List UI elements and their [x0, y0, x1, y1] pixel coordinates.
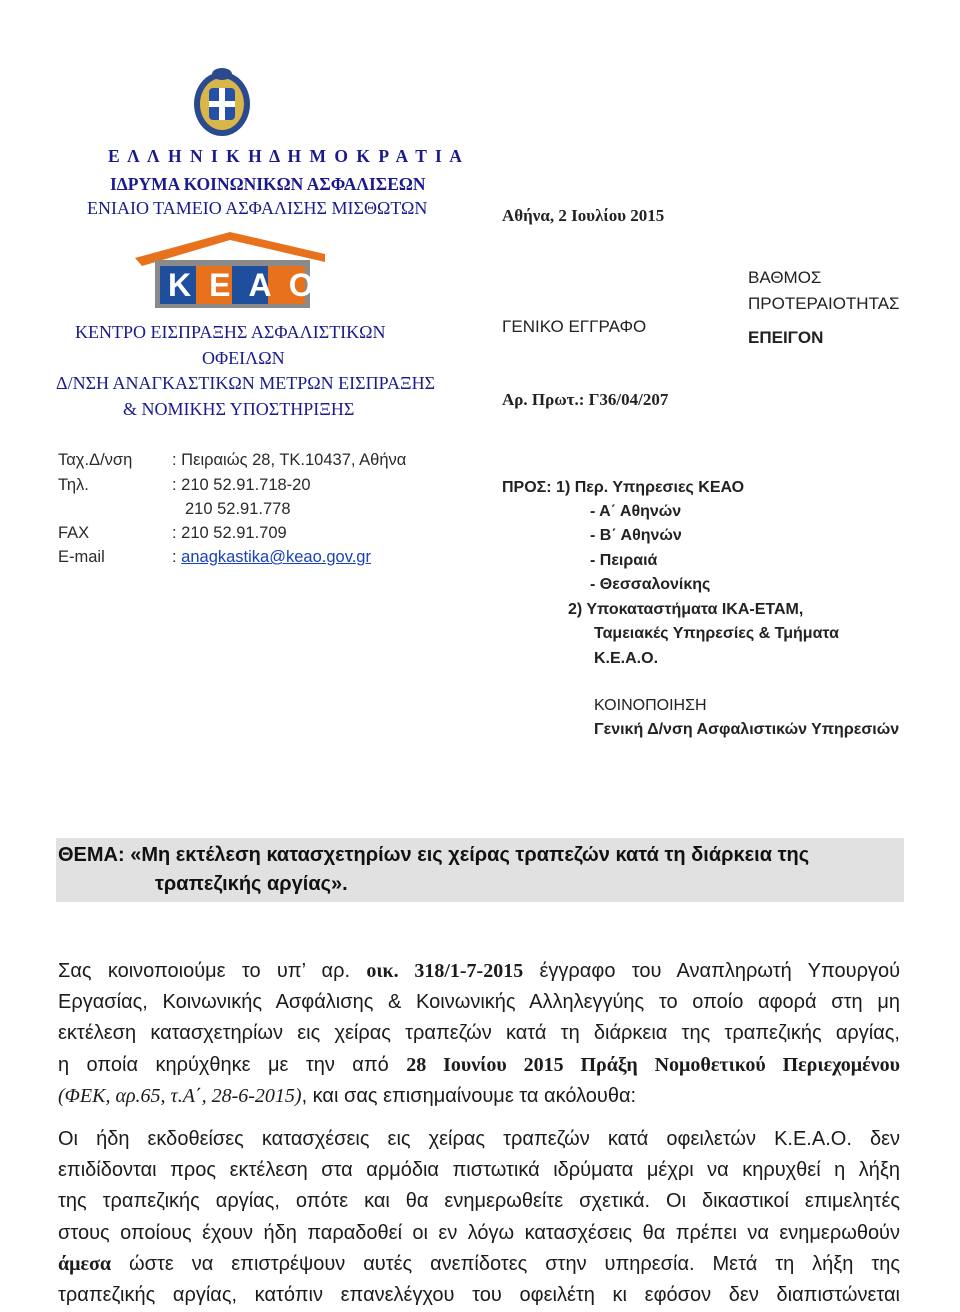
subject-line-1 [58, 844, 809, 867]
fax-label: FAX [58, 524, 90, 542]
body-text: Σας κοινοποιούμε το υπ’ αρ. [58, 960, 367, 982]
body-line: εκτέλεση κατασχετηρίων εις χείρας τραπεζών κατά τη διάρκεια της τραπεζικής αργίας, [58, 1022, 900, 1045]
logo-text: ΚΕΑΟ [168, 267, 332, 303]
body-line: τραπεζικής αργίας, κατόπιν επανελέγχου του οφειλέτη κι εφόσον δεν διαπιστώνεται [58, 1283, 900, 1306]
recipients-line-4: - Πειραιά [590, 552, 658, 569]
body-line [58, 1081, 900, 1112]
recipients-line-7: Ταμειακές Υπηρεσίες & Τμήματα [594, 625, 839, 642]
address-label: Ταχ.Δ/νση [58, 451, 133, 469]
recipients-line-5: - Θεσσαλονίκης [590, 576, 711, 593]
body-text: , και σας επισημαίνουμε τα ακόλουθα: [301, 1084, 637, 1107]
protocol-number: Αρ. Πρωτ.: Γ36/04/207 [502, 390, 669, 409]
priority-label-1: ΒΑΘΜΟΣ [748, 268, 822, 287]
recipients-line-8: Κ.Ε.Α.Ο. [594, 650, 659, 667]
org-name-1: ΙΔΡΥΜΑ ΚΟΙΝΩΝΙΚΩΝ ΑΣΦΑΛΙΣΕΩΝ [110, 174, 426, 194]
logo-letters [160, 266, 332, 304]
subject-line-2: τραπεζικής αργίας». [155, 873, 348, 895]
email-label: E-mail [58, 548, 105, 566]
cc-label: ΚΟΙΝΟΠΟΙΗΣΗ [594, 697, 707, 714]
body-italic-gazette: (ΦΕΚ, αρ.65, τ.Α΄, 28-6-2015) [58, 1084, 302, 1107]
email-colon: : [172, 548, 182, 566]
priority-value: ΕΠΕΙΓΟΝ [748, 328, 824, 347]
country-name: Ε Λ Λ Η Ν Ι Κ Η Δ Η Μ Ο Κ Ρ Α Τ Ι Α [108, 146, 464, 166]
phone-value-1: : 210 52.91.718-20 [172, 476, 311, 494]
body-paragraph-2 [58, 1124, 900, 1311]
subject-label: ΘΕΜΑ [58, 844, 118, 866]
fax-value: : 210 52.91.709 [172, 524, 287, 542]
body-line [58, 1050, 900, 1081]
dept-name-1: Δ/ΝΣΗ ΑΝΑΓΚΑΣΤΙΚΩΝ ΜΕΤΡΩΝ ΕΙΣΠΡΑΞΗΣ [56, 373, 436, 393]
centre-name-1: ΚΕΝΤΡΟ ΕΙΣΠΡΑΞΗΣ ΑΣΦΑΛΙΣΤΙΚΩΝ [75, 322, 386, 342]
keao-logo [130, 232, 330, 312]
document-date: Αθήνα, 2 Ιουλίου 2015 [502, 206, 665, 225]
recipients-line-2: - Α΄ Αθηνών [590, 503, 682, 520]
phone-label: Τηλ. [58, 476, 89, 494]
email-link[interactable]: anagkastika@keao.gov.gr [181, 548, 371, 566]
body-line: στους οποίους έχουν ήδη παραδοθεί οι εν λόγω κατασχέσεις θα πρέπει να ενημερωθούν [58, 1221, 900, 1244]
email-row [172, 548, 371, 567]
recipients-line-1: ΠΡΟΣ: 1) Περ. Υπηρεσιες ΚΕΑΟ [502, 479, 745, 496]
phone-value-2: 210 52.91.778 [185, 500, 291, 518]
body-line [58, 1249, 900, 1280]
dept-name-2: & ΝΟΜΙΚΗΣ ΥΠΟΣΤΗΡΙΞΗΣ [123, 399, 355, 419]
body-text: ώστε να επιστρέψουν αυτές ανεπίδοτες στην υπηρεσία. Μετά τη λήξη της [111, 1252, 900, 1275]
body-line: της τραπεζικής αργίας, οπότε και θα ενημερωθείτε σχετικά. Οι δικαστικοί επιμελητές [58, 1190, 900, 1213]
body-bold-act: 28 Ιουνίου 2015 Πράξη Νομοθετικού Περιεχομένου [406, 1053, 900, 1076]
org-name-2: ΕΝΙΑΙΟ ΤΑΜΕΙΟ ΑΣΦΑΛΙΣΗΣ ΜΙΣΘΩΤΩΝ [87, 198, 428, 218]
body-bold-immediately: άμεσα [58, 1252, 112, 1275]
body-text: έγγραφο του Αναπληρωτή Υπουργού [523, 960, 901, 982]
recipients-line-3: - Β΄ Αθηνών [590, 527, 682, 544]
priority-label-2: ΠΡΟΤΕΡΑΙΟΤΗΤΑΣ [748, 294, 900, 313]
body-text: η οποία κηρύχθηκε με την από [58, 1053, 407, 1076]
address-value: : Πειραιώς 28, ΤΚ.10437, Αθήνα [172, 451, 407, 469]
recipients-line-6: 2) Υποκαταστήματα ΙΚΑ-ΕΤΑΜ, [568, 601, 804, 618]
subject-text-1: : «Μη εκτέλεση κατασχετηρίων εις χείρας τραπεζών κατά τη διάρκεια της [118, 844, 810, 866]
body-line: Οι ήδη εκδοθείσες κατασχέσεις εις χείρας τραπεζών κατά οφειλετών Κ.Ε.Α.Ο. δεν [58, 1128, 900, 1150]
body-paragraph-1 [58, 956, 900, 1112]
body-line: επιδίδονται προς εκτέλεση στα αρμόδια πιστωτικά ιδρύματα μέχρι να κηρυχθεί η λήξη [58, 1159, 900, 1182]
body-line: Εργασίας, Κοινωνικής Ασφάλισης & Κοινωνικής Αλληλεγγύης το οποίο αφορά στη μη [58, 991, 900, 1014]
centre-name-2: ΟΦΕΙΛΩΝ [202, 348, 285, 368]
body-bold-ref: οικ. 318/1-7-2015 [366, 960, 524, 982]
body-line [58, 956, 900, 987]
greek-coat-of-arms-emblem [190, 66, 254, 138]
cc-value: Γενική Δ/νση Ασφαλιστικών Υπηρεσιών [594, 721, 900, 738]
document-type: ΓΕΝΙΚΟ ΕΓΓΡΑΦΟ [502, 317, 647, 336]
